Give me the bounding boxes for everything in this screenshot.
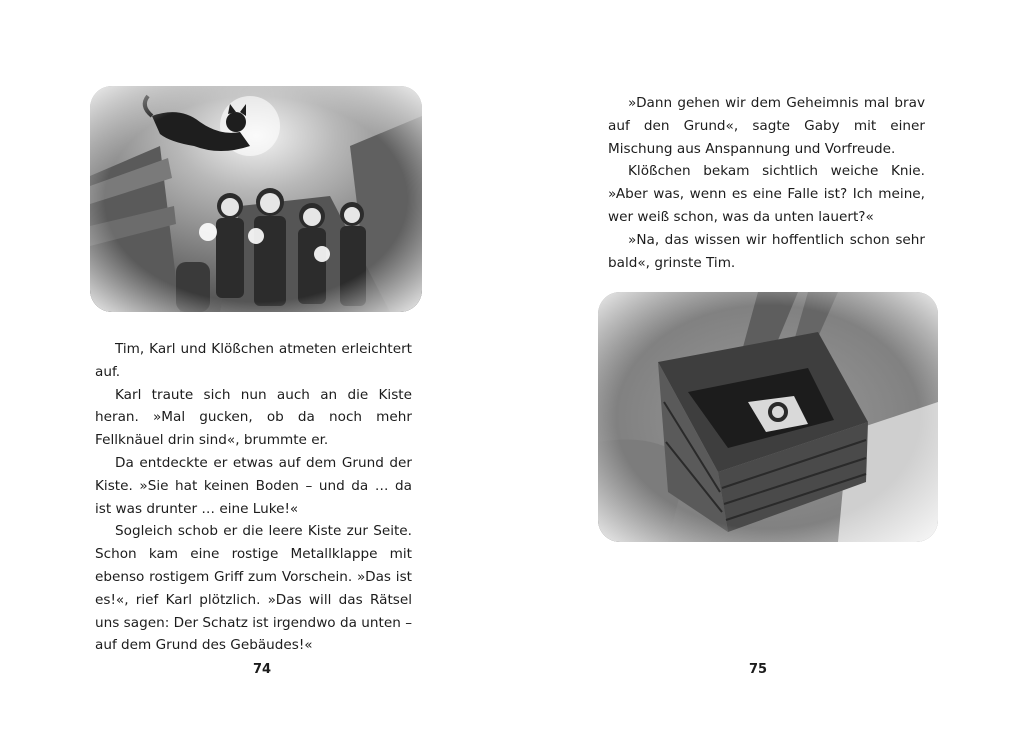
right-page [510, 0, 1020, 738]
illustration-crate-with-hatch-icon [598, 292, 938, 542]
paragraph: Da entdeckte er etwas auf dem Grund der Kiste. »Sie hat keinen Boden – und da … da ist was drunter … eine Luke!« [95, 454, 412, 517]
paragraph: Tim, Karl und Klößchen atmeten erleichtert auf. [95, 341, 412, 380]
page-number: 75 [748, 662, 768, 677]
paragraph: Klößchen bekam sichtlich weiche Knie. »Aber was, wenn es eine Falle ist? Ich meine, wer weiß schon, was da unten lauert?« [608, 163, 925, 225]
illustration-cat-jumping-over-kids-icon [90, 86, 422, 312]
paragraph: »Dann gehen wir dem Geheimnis mal brav auf den Grund«, sagte Gaby mit einer Mischung aus Anspannung und Vorfreude. [608, 95, 925, 157]
paragraph: Sogleich schob er die leere Kiste zur Seite. Schon kam eine rostige Metallklappe mit ebenso rostigem Griff zum Vorschein. »Das ist es!«, rief Karl plötzlich. »Das will das Rätsel uns sagen: Der Schatz ist irgendwo da unten – auf dem Grund des Gebäudes!« [95, 523, 412, 654]
paragraph: Karl traute sich nun auch an die Kiste heran. »Mal gucken, ob da noch mehr Fellknäuel drin sind«, brummte er. [95, 386, 412, 449]
left-page-text [95, 338, 412, 657]
paragraph: »Na, das wissen wir hoffentlich schon sehr bald«, grinste Tim. [608, 231, 925, 271]
right-page-text [608, 92, 925, 274]
page-number: 74 [252, 662, 272, 677]
